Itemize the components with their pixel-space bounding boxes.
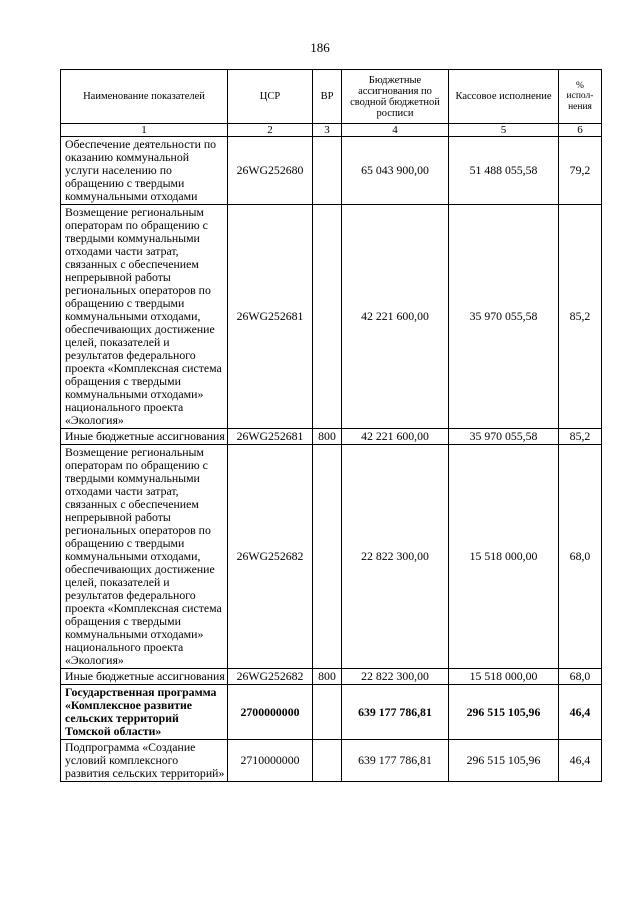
- row-percent: 68,0: [559, 445, 602, 669]
- table-row: [61, 429, 602, 445]
- header-cash: Кассовое исполнение: [449, 70, 559, 124]
- row-name: Подпрограмма «Создание условий комплексного развития сельских территорий»: [61, 740, 228, 782]
- row-csr: 26WG252682: [228, 445, 313, 669]
- row-budget: 639 177 786,81: [342, 740, 449, 782]
- row-budget: 22 822 300,00: [342, 445, 449, 669]
- row-name: Обеспечение деятельности по оказанию коммунальной услуги населению по обращению с твердыми коммунальными отходами: [61, 137, 228, 205]
- row-csr: 2710000000: [228, 740, 313, 782]
- column-number: 3: [313, 124, 342, 137]
- header-vr: ВР: [313, 70, 342, 124]
- row-percent: 85,2: [559, 205, 602, 429]
- header-csr: ЦСР: [228, 70, 313, 124]
- column-number-row: [61, 124, 602, 137]
- row-cash: 15 518 000,00: [449, 445, 559, 669]
- header-budget: Бюджетные ассигнования по сводной бюджетной росписи: [342, 70, 449, 124]
- row-name: Возмещение региональным операторам по обращению с твердыми коммунальными отходами части затрат, связанных с обеспечением непрерывной работы региональных операторов по обращению с твердыми коммунальными отходами, обеспечивающих достижение целей, показателей и результатов федерального проекта «Комплексная система обращения с твердыми коммунальными отходами» национального проекта «Экология»: [61, 205, 228, 429]
- row-csr: 26WG252681: [228, 429, 313, 445]
- table-row: [61, 205, 602, 429]
- page-number: 186: [310, 40, 330, 55]
- column-number: 5: [449, 124, 559, 137]
- row-budget: 639 177 786,81: [342, 685, 449, 740]
- row-vr: 800: [313, 429, 342, 445]
- column-number: 2: [228, 124, 313, 137]
- row-budget: 65 043 900,00: [342, 137, 449, 205]
- table-row-program: [61, 685, 602, 740]
- row-vr: [313, 445, 342, 669]
- row-percent: 79,2: [559, 137, 602, 205]
- row-name: Иные бюджетные ассигнования: [61, 669, 228, 685]
- row-budget: 42 221 600,00: [342, 205, 449, 429]
- row-budget: 22 822 300,00: [342, 669, 449, 685]
- row-name: Возмещение региональным операторам по обращению с твердыми коммунальными отходами части затрат, связанных с обеспечением непрерывной работы региональных операторов по обращению с твердыми коммунальными отходами, обеспечивающих достижение целей, показателей и результатов федерального проекта «Комплексная система обращения с твердыми коммунальными отходами» национального проекта «Экология»: [61, 445, 228, 669]
- row-cash: 51 488 055,58: [449, 137, 559, 205]
- table-row: [61, 669, 602, 685]
- row-vr: [313, 740, 342, 782]
- row-cash: 35 970 055,58: [449, 205, 559, 429]
- row-budget: 42 221 600,00: [342, 429, 449, 445]
- row-vr: [313, 685, 342, 740]
- header-name: Наименование показателей: [61, 70, 228, 124]
- table-header-row: [61, 70, 602, 124]
- row-vr: [313, 205, 342, 429]
- column-number: 4: [342, 124, 449, 137]
- row-percent: 46,4: [559, 685, 602, 740]
- budget-table: [60, 69, 602, 782]
- row-csr: 26WG252681: [228, 205, 313, 429]
- row-name: Иные бюджетные ассигнования: [61, 429, 228, 445]
- row-csr: 26WG252682: [228, 669, 313, 685]
- column-number: 1: [61, 124, 228, 137]
- row-vr: 800: [313, 669, 342, 685]
- row-percent: 46,4: [559, 740, 602, 782]
- row-cash: 296 515 105,96: [449, 740, 559, 782]
- row-cash: 296 515 105,96: [449, 685, 559, 740]
- row-csr: 26WG252680: [228, 137, 313, 205]
- header-percent: % испол-нения: [559, 70, 602, 124]
- table-row: [61, 445, 602, 669]
- table-row: [61, 137, 602, 205]
- row-name: Государственная программа «Комплексное развитие сельских территорий Томской области»: [61, 685, 228, 740]
- row-percent: 68,0: [559, 669, 602, 685]
- table-row: [61, 740, 602, 782]
- column-number: 6: [559, 124, 602, 137]
- row-vr: [313, 137, 342, 205]
- row-cash: 35 970 055,58: [449, 429, 559, 445]
- row-cash: 15 518 000,00: [449, 669, 559, 685]
- row-csr: 2700000000: [228, 685, 313, 740]
- row-percent: 85,2: [559, 429, 602, 445]
